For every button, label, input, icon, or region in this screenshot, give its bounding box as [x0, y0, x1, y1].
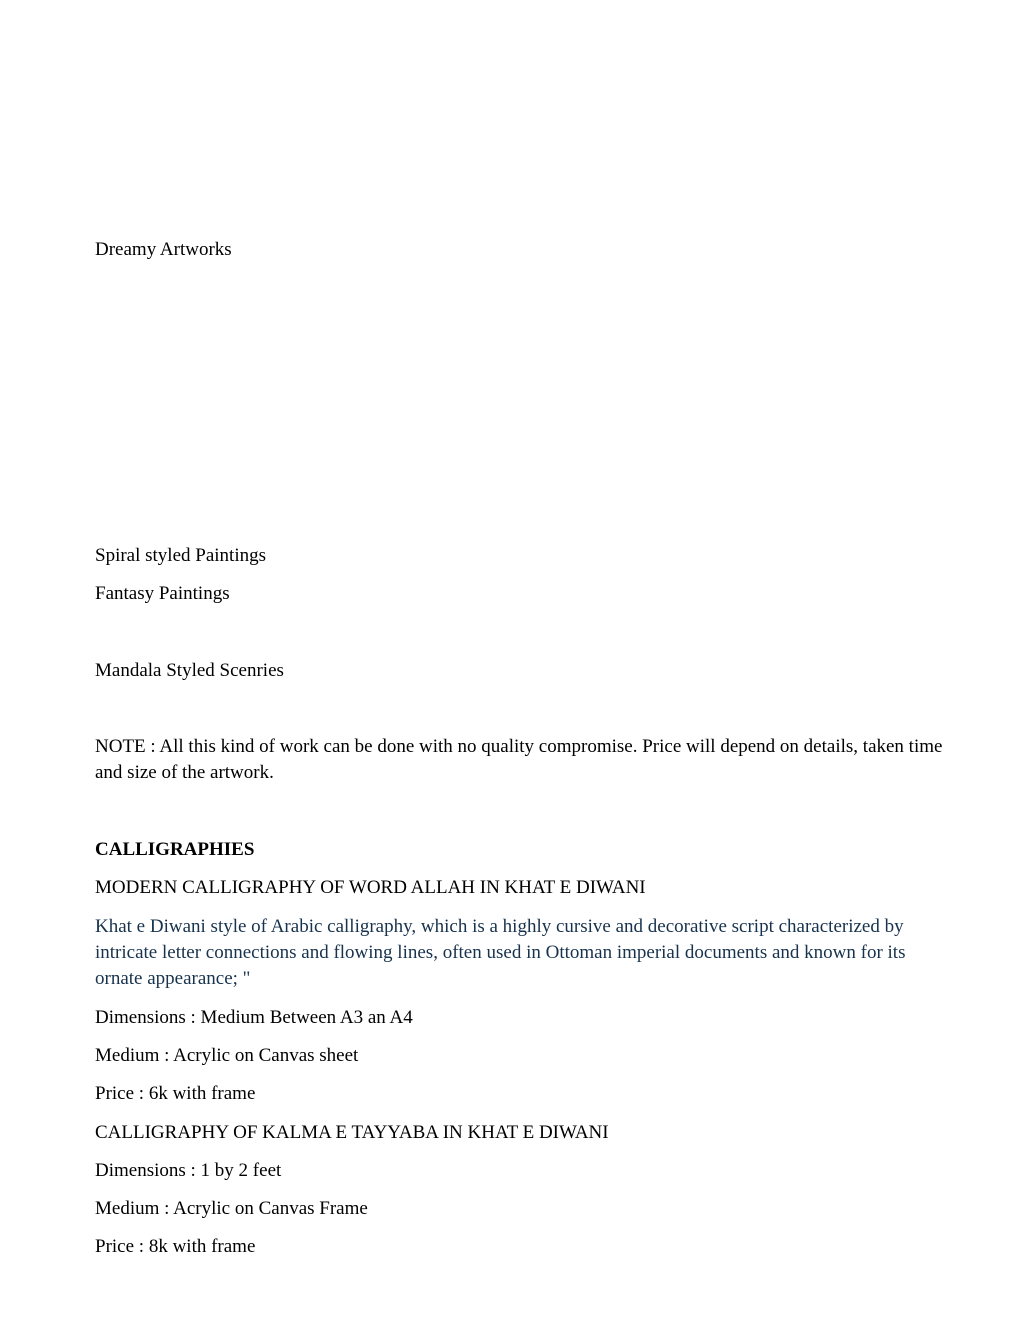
item-spiral-paintings: Spiral styled Paintings: [95, 545, 266, 566]
calligraphies-heading: CALLIGRAPHIES: [95, 839, 255, 860]
note-paragraph: NOTE : All this kind of work can be done with no quality compromise. Price will depend on details, taken time and size of the artwork.: [95, 736, 943, 783]
work2-price: Price : 8k with frame: [95, 1236, 256, 1257]
work1-description: Khat e Diwani style of Arabic calligraphy, which is a highly cursive and decorative script characterized by intricate letter connections and flowing lines, often used in Ottoman imperial documents and known for its ornate appearance; ": [95, 916, 906, 989]
work2-dimensions: Dimensions : 1 by 2 feet: [95, 1160, 282, 1181]
item-mandala-scenries: Mandala Styled Scenries: [95, 660, 284, 681]
work1-medium: Medium : Acrylic on Canvas sheet: [95, 1045, 359, 1066]
work1-dimensions: Dimensions : Medium Between A3 an A4: [95, 1007, 413, 1028]
work1-title: MODERN CALLIGRAPHY OF WORD ALLAH IN KHAT E DIWANI: [95, 877, 646, 898]
work2-medium: Medium : Acrylic on Canvas Frame: [95, 1198, 368, 1219]
work2-title: CALLIGRAPHY OF KALMA E TAYYABA IN KHAT E DIWANI: [95, 1122, 609, 1143]
work1-price: Price : 6k with frame: [95, 1083, 256, 1104]
dreamy-artworks-heading: Dreamy Artworks: [95, 239, 232, 260]
item-fantasy-paintings: Fantasy Paintings: [95, 583, 230, 604]
